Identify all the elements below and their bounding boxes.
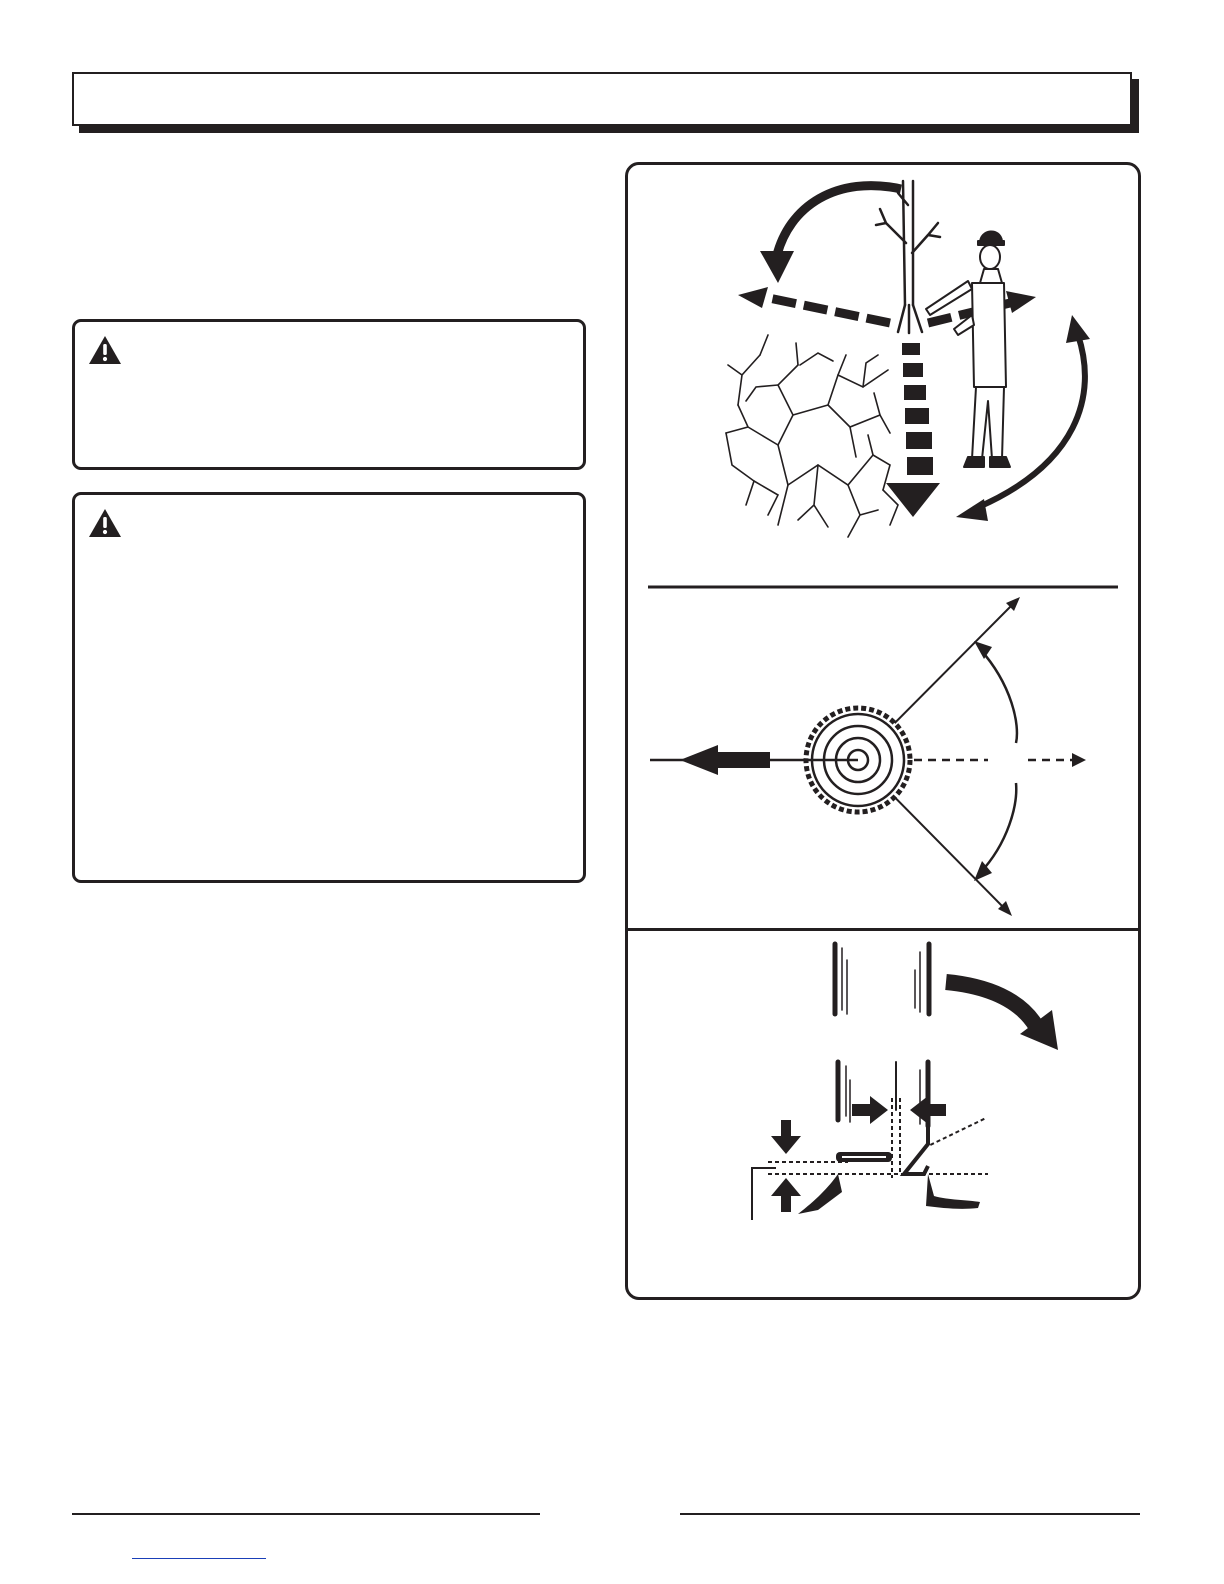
felling-escape-path-figure <box>628 165 1138 585</box>
trunk-icon <box>835 944 929 1014</box>
thick-arrow-icon <box>680 745 770 775</box>
trunk-icon <box>838 1062 928 1126</box>
warning-box-1 <box>72 319 586 470</box>
footer-link[interactable] <box>132 1558 266 1559</box>
curved-arrow-icon <box>946 982 1058 1050</box>
page-title-bar <box>72 72 1132 126</box>
warning-box-2 <box>72 492 586 883</box>
bar-icon <box>836 1152 892 1162</box>
retreat-angle-figure <box>628 585 1138 930</box>
footer-rule-right <box>680 1513 1140 1515</box>
curved-arrow-icon <box>760 186 901 283</box>
angle-arc-icon <box>974 641 1017 881</box>
dimension-arrow-icon <box>771 1120 801 1212</box>
brush-icon <box>726 335 898 537</box>
warning-triangle-icon <box>87 334 123 366</box>
footer-rule-left <box>72 1513 540 1515</box>
figure-panel <box>625 162 1141 1300</box>
operator-icon <box>926 231 1010 467</box>
warning-triangle-icon <box>87 507 123 539</box>
stump-base-icon <box>798 1174 980 1214</box>
felling-notch-cut-figure <box>628 930 1138 1297</box>
felling-direction-arrow-icon <box>886 343 940 517</box>
notch-icon <box>904 1126 928 1174</box>
